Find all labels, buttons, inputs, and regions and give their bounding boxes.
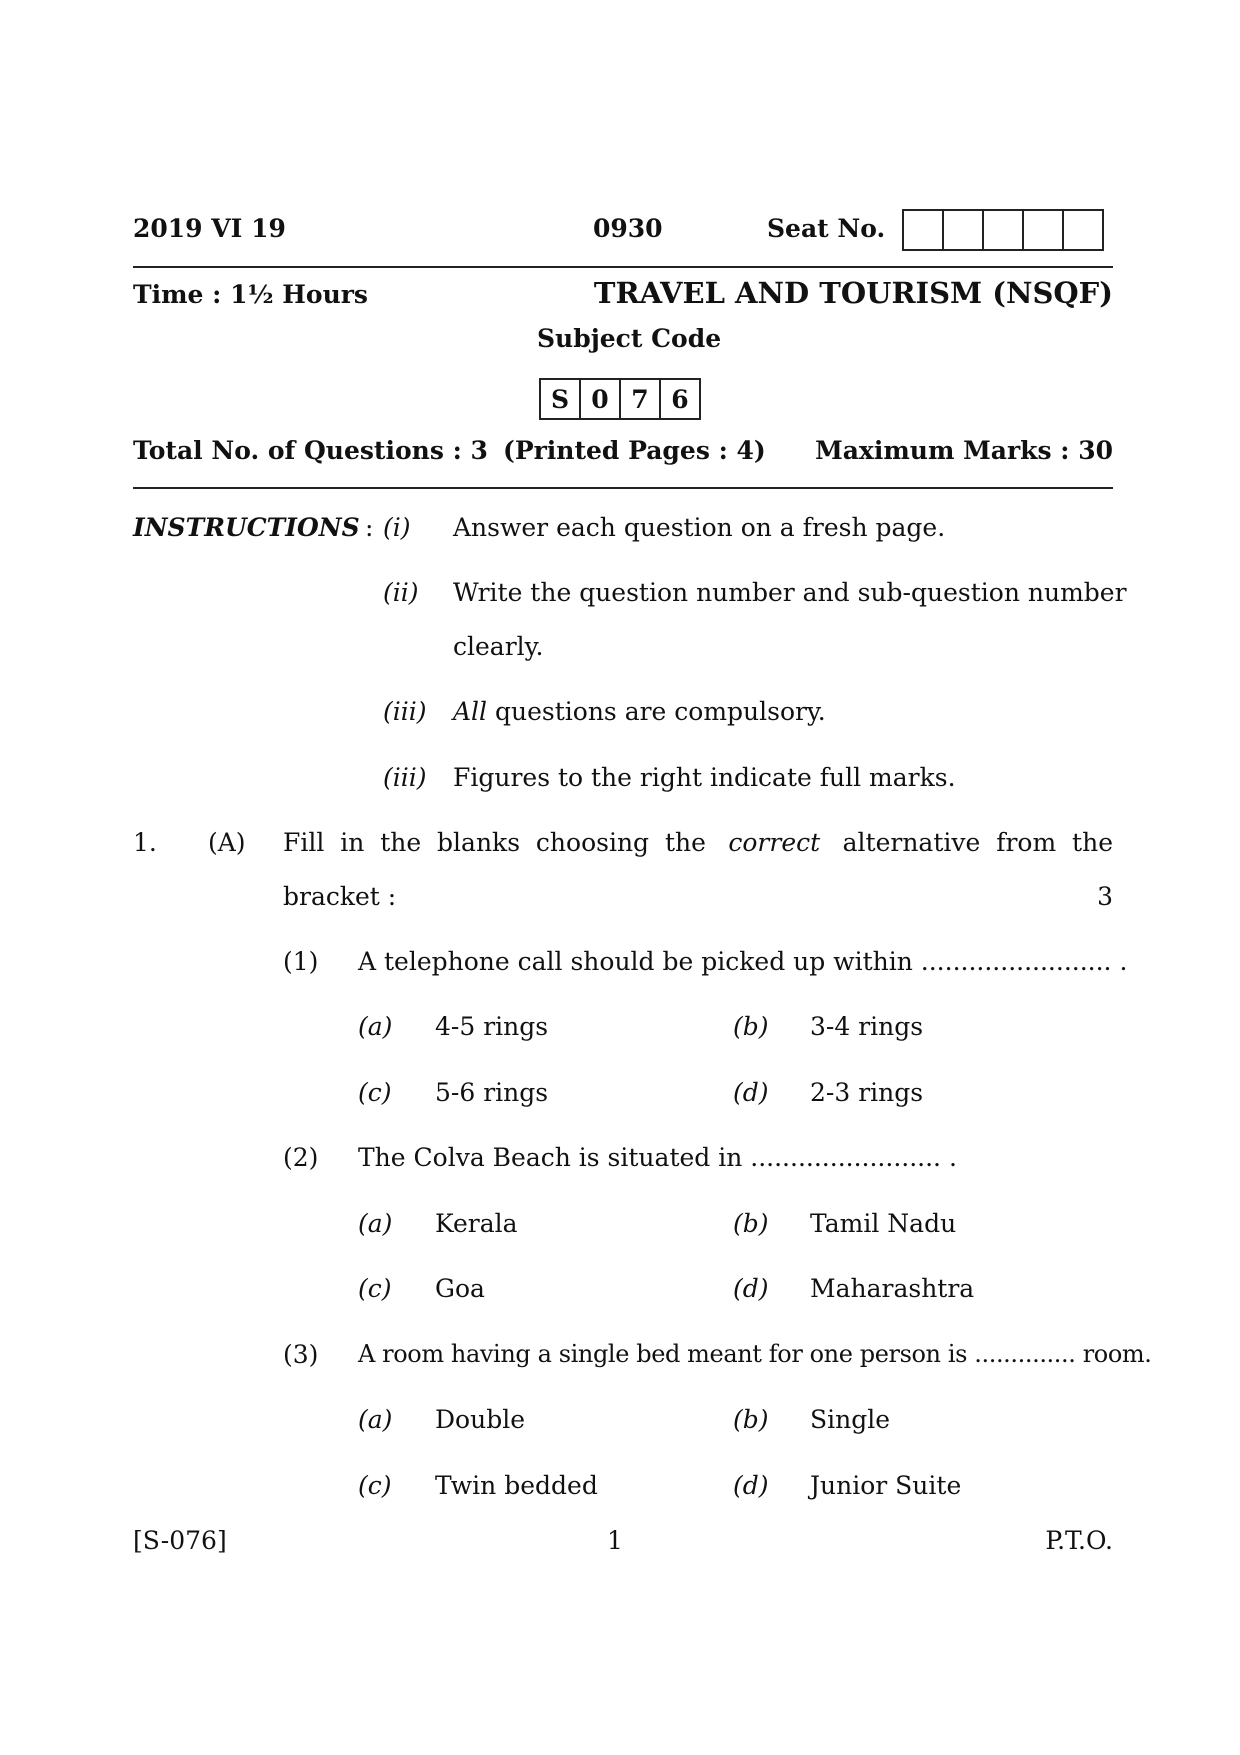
option-label: (a) bbox=[358, 1209, 393, 1238]
seat-box[interactable] bbox=[1022, 209, 1064, 251]
option-label: (a) bbox=[358, 1012, 393, 1041]
subquestion-text: The Colva Beach is situated in ........................ . bbox=[358, 1143, 957, 1172]
instruction-text-rest: questions are compulsory. bbox=[495, 697, 826, 726]
option-text: Single bbox=[810, 1405, 891, 1434]
question-prompt-b: alternative from the bbox=[842, 828, 1113, 857]
header-divider bbox=[133, 266, 1113, 268]
option-text: Kerala bbox=[435, 1209, 518, 1238]
option-label: (c) bbox=[358, 1274, 392, 1303]
subquestion-text: A telephone call should be picked up within ........................ . bbox=[358, 947, 1128, 976]
instruction-number: (iii) bbox=[383, 763, 427, 792]
option-text: Junior Suite bbox=[810, 1471, 962, 1500]
instruction-emphasis: All bbox=[453, 697, 488, 726]
header-divider-bottom bbox=[133, 487, 1113, 489]
option-text: Tamil Nadu bbox=[810, 1209, 957, 1238]
seat-box[interactable] bbox=[982, 209, 1024, 251]
subquestion-text: A room having a single bed meant for one person is .............. room. bbox=[358, 1340, 1152, 1368]
seat-box[interactable] bbox=[1062, 209, 1104, 251]
subject-code-boxes bbox=[541, 378, 701, 420]
seat-number-boxes[interactable] bbox=[904, 209, 1104, 251]
instruction-text: Write the question number and sub-question number bbox=[453, 578, 1127, 607]
total-questions: Total No. of Questions : 3 bbox=[133, 436, 488, 465]
option-label: (c) bbox=[358, 1078, 392, 1107]
option-label: (d) bbox=[733, 1471, 769, 1500]
option-label: (b) bbox=[733, 1405, 769, 1434]
instruction-number: (ii) bbox=[383, 578, 419, 607]
instruction-text-continued: clearly. bbox=[453, 632, 544, 661]
subject-code-label: Subject Code bbox=[537, 324, 722, 353]
subject-code-char: 7 bbox=[619, 378, 661, 420]
option-label: (d) bbox=[733, 1274, 769, 1303]
option-label: (c) bbox=[358, 1471, 392, 1500]
option-text: 5-6 rings bbox=[435, 1078, 549, 1107]
option-text: Maharashtra bbox=[810, 1274, 975, 1303]
seat-box[interactable] bbox=[942, 209, 984, 251]
exam-code: 2019 VI 19 bbox=[133, 214, 286, 243]
subject-code-char: 6 bbox=[659, 378, 701, 420]
subject-title: TRAVEL AND TOURISM (NSQF) bbox=[593, 276, 1113, 310]
paper-number: 0930 bbox=[593, 214, 663, 243]
question-prompt bbox=[283, 828, 1113, 857]
seat-label: Seat No. bbox=[767, 214, 886, 243]
exam-time: Time : 1½ Hours bbox=[133, 280, 368, 309]
option-text: 2-3 rings bbox=[810, 1078, 924, 1107]
subquestion-number: (1) bbox=[283, 947, 319, 976]
subject-code-char: S bbox=[539, 378, 581, 420]
option-label: (a) bbox=[358, 1405, 393, 1434]
seat-box[interactable] bbox=[902, 209, 944, 251]
option-label: (b) bbox=[733, 1012, 769, 1041]
subquestion-number: (3) bbox=[283, 1340, 319, 1369]
question-prompt-line2: bracket : bbox=[283, 882, 397, 911]
option-text: Double bbox=[435, 1405, 525, 1434]
instruction-text: Answer each question on a fresh page. bbox=[453, 513, 946, 542]
option-text: Goa bbox=[435, 1274, 485, 1303]
option-label: (b) bbox=[733, 1209, 769, 1238]
option-text: Twin bedded bbox=[435, 1471, 598, 1500]
option-text: 4-5 rings bbox=[435, 1012, 549, 1041]
question-number: 1. bbox=[133, 828, 157, 857]
instruction-text bbox=[453, 697, 826, 726]
instruction-number: (i) bbox=[383, 513, 411, 542]
question-prompt-emphasis: correct bbox=[728, 828, 821, 857]
instruction-text: Figures to the right indicate full marks. bbox=[453, 763, 956, 792]
option-label: (d) bbox=[733, 1078, 769, 1107]
option-text: 3-4 rings bbox=[810, 1012, 924, 1041]
question-prompt-a: Fill in the blanks choosing the bbox=[283, 828, 706, 857]
instruction-number: (iii) bbox=[383, 697, 427, 726]
subquestion-number: (2) bbox=[283, 1143, 319, 1172]
instructions-colon: : bbox=[365, 513, 374, 542]
footer-page-number: 1 bbox=[607, 1526, 623, 1555]
maximum-marks: Maximum Marks : 30 bbox=[815, 436, 1113, 465]
footer-pto: P.T.O. bbox=[1045, 1526, 1113, 1555]
footer-paper-code: [S-076] bbox=[133, 1526, 227, 1555]
question-marks: 3 bbox=[1097, 882, 1113, 911]
subject-code-char: 0 bbox=[579, 378, 621, 420]
question-part: (A) bbox=[208, 828, 246, 857]
instructions-label: INSTRUCTIONS bbox=[133, 513, 360, 542]
printed-pages: (Printed Pages : 4) bbox=[503, 436, 766, 465]
